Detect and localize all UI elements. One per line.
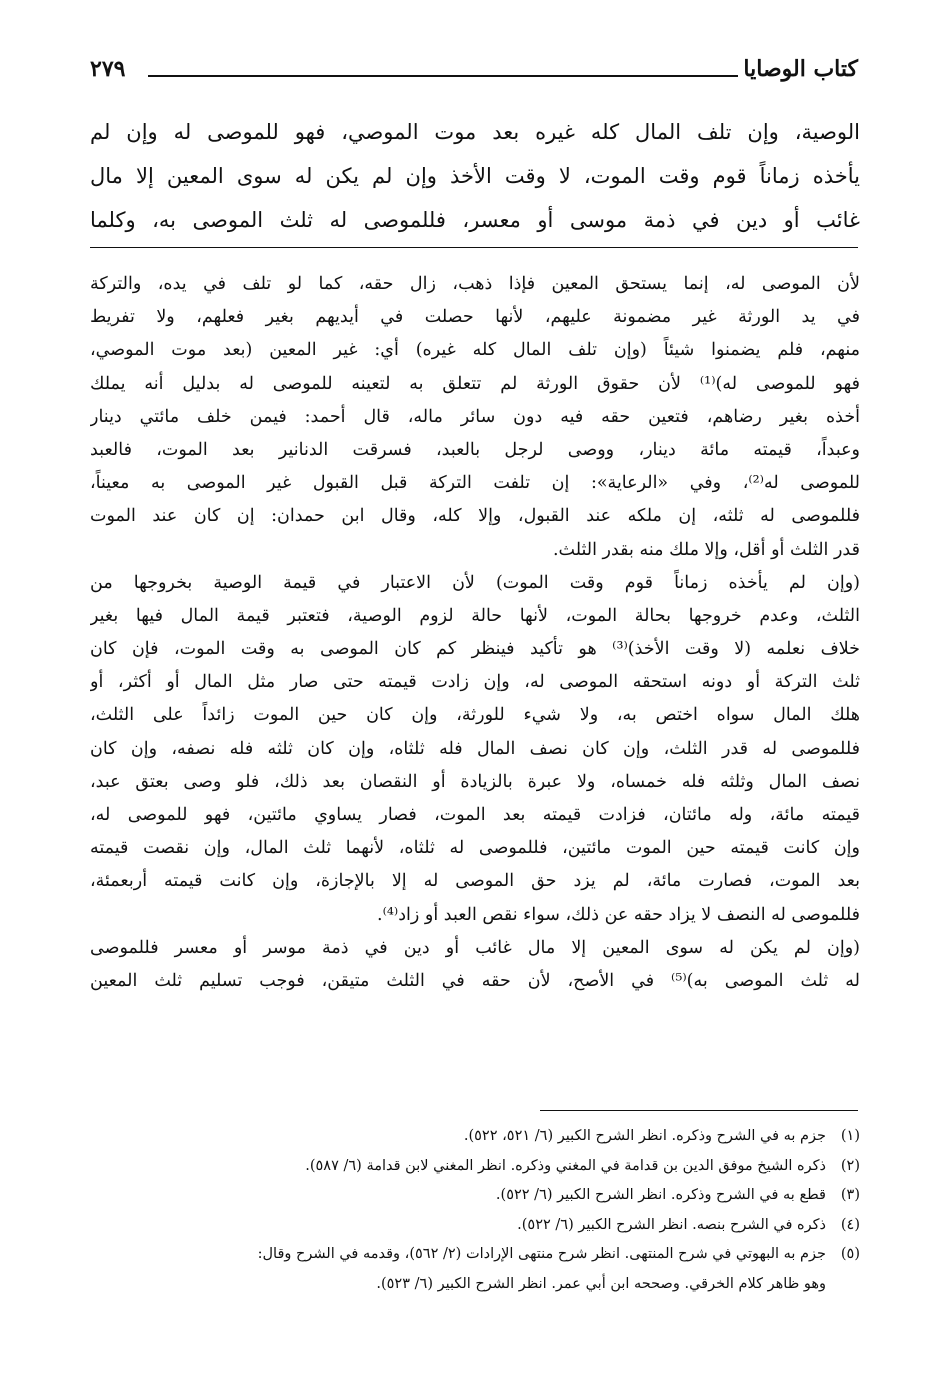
- footnote-rule: [540, 1110, 858, 1111]
- commentary-line: فهو للموصى له)⁽¹⁾ لأن حقوق الورثة لم تتعلق به لتعينه للموصى له بدليل أنه يملك: [90, 373, 860, 394]
- main-text-line: الوصية، وإن تلف المال كله غيره بعد موت الموصي، فهو للموصى له وإن لم: [90, 120, 860, 144]
- commentary-line: قيمته مائة، وله مائتان، فزادت قيمته بعد الموت، فصار يساوي مائتين، فهو للموصى له،: [90, 805, 860, 825]
- footnote-number: (٢): [840, 1157, 860, 1174]
- footnote-number: (٥): [840, 1246, 860, 1262]
- footnote: [90, 1181, 860, 1211]
- commentary-line: أخذه بغير رضاهم، فتعين حقه فيه دون سائر ماله، قال أحمد: فيمن خلف مائتي دينار: [90, 406, 860, 427]
- commentary-line: وعبداً، قيمته مائة دينار، ووصى لرجل بالعبد، فسرقت الدنانير بعد الموت، فالعبد: [90, 439, 860, 460]
- commentary-line: للموصى له⁽²⁾، وفي «الرعاية»: إن تلفت التركة قبل القبول غير الموصى به معيناً،: [90, 473, 860, 494]
- footnote-text: ذكره الشيخ موفق الدين بن قدامة في المغني وذكره. انظر المغني لابن قدامة (٦/ ٥٨٧).: [305, 1157, 826, 1174]
- commentary-line: في يد الورثة غير مضمونة عليهم، لأنها حصلت في أيديهم بغير فعلهم، ولا تفريط: [90, 307, 860, 328]
- footnotes: [90, 1122, 860, 1299]
- footnote-number: (٤): [840, 1216, 860, 1233]
- footnote: [90, 1240, 860, 1270]
- commentary-line: بعد الموت، فصارت مائة، لم يزد حق الموصى له إلا بالإجازة، وإن كانت قيمته أربعمئة،: [90, 871, 860, 892]
- commentary-line: خلاف نعلمه (لا وقت الأخذ)⁽³⁾ هو تأكيد فينظر كم كان الموصى به وقت الموت، فإن كان: [90, 639, 860, 660]
- main-text-line: غائب أو دين في ذمة موسى أو معسر، فللموصى له ثلث الموصى به، وكلما: [90, 208, 860, 232]
- footnote-number: (١): [840, 1128, 860, 1144]
- commentary-line: وإن كانت قيمته حين الموت مائتين، فللموصى له ثلثاه، لأنهما ثلث المال، وإن نقصت قيمته: [90, 838, 860, 859]
- footnote-text: قطع به في الشرح وذكره. انظر الشرح الكبير (٦/ ٥٢٢).: [495, 1187, 826, 1203]
- chapter-title: كتاب الوصايا: [743, 56, 858, 82]
- commentary-line: فللموصى له النصف لا يزاد حقه عن ذلك، سواء نقص العبد أو زاد⁽⁴⁾.: [377, 904, 860, 925]
- commentary-line: (وإن لم يأخذه زماناً قوم وقت الموت) لأن الاعتبار في قيمة الوصية بخروجها من: [90, 572, 860, 593]
- footnote: [90, 1152, 860, 1182]
- main-text-line: يأخذه زماناً قوم وقت الموت، لا وقت الأخذ وإن لم يكن له سوى المعين إلا مال: [90, 164, 860, 188]
- commentary-line: فللموصى له قدر الثلث، وإن كان نصف المال فله ثلثاه، وإن كان ثلثه فله نصفه، وإن كان: [90, 738, 860, 759]
- header-rule: [148, 75, 738, 77]
- commentary-line: قدر الثلث أو أقل، وإلا ملك منه بقدر الثلث.: [552, 539, 860, 560]
- footnote-text: ذكره في الشرح بنصه. انظر الشرح الكبير (٦/ ٥٢٢).: [517, 1216, 826, 1233]
- commentary-line: فللموصى له ثلثه، إن ملكه عند القبول، وإلا كله، وقال ابن حمدان: إن كان عند الموت: [90, 506, 860, 527]
- footnote-text: جزم به البهوتي في شرح المنتهى. انظر شرح منتهى الإرادات (٢/ ٥٦٢)، وقدمه في الشرح وقال:: [257, 1246, 826, 1262]
- page-header: [90, 52, 858, 86]
- commentary-line: منهم، فلم يضمنوا شيئاً (وإن تلف المال كله غيره) أي: غير المعين (بعد موت الموصي،: [90, 340, 860, 361]
- commentary-line: (وإن لم يكن له سوى المعين إلا مال غائب أو دين في ذمة موسر أو معسر فللموصى: [90, 937, 860, 958]
- commentary-line: لأن الموصى له، إنما يستحق المعين فإذا ذهب، زال حقه، كما لو تلف في يده، والتركة: [90, 274, 860, 294]
- commentary-text: [90, 268, 860, 998]
- commentary-line: ثلث التركة أو دونه استحقه الموصى له، وإن زادت قيمته حتى صار مثل المال أو أكثر، أو: [90, 672, 860, 693]
- commentary-line: نصف المال وثلثه فله خمساه، ولا عبرة بالزيادة أو النقصان بعد ذلك، فلو وصى بعتق عبد،: [90, 771, 860, 792]
- commentary-line: الثلث، وعدم خروجها بحالة الموت، لأنها حالة لزوم الوصية، فتعتبر قيمة المال فيها بغير: [90, 605, 860, 626]
- footnote-number: (٣): [840, 1187, 860, 1203]
- footnote: [90, 1211, 860, 1241]
- footnote-text: جزم به في الشرح وذكره. انظر الشرح الكبير (٦/ ٥٢١، ٥٢٢).: [463, 1128, 826, 1144]
- footnote: [90, 1122, 860, 1152]
- commentary-line: هلك المال سواه اختص به، ولا شيء للورثة، وإن كان حين الموت زائداً على الثلث،: [90, 705, 860, 726]
- main-text: [90, 110, 860, 242]
- text-divider: [90, 247, 858, 248]
- page-number: ٢٧٩: [90, 56, 126, 82]
- commentary-line: له ثلث الموصى به)⁽⁵⁾ في الأصح، لأن حقه في الثلث متيقن، فوجب تسليم ثلث المعين: [90, 970, 860, 991]
- footnote-continuation: وهو ظاهر كلام الخرقي. وصححه ابن أبي عمر. انظر الشرح الكبير (٦/ ٥٢٣).: [376, 1275, 826, 1292]
